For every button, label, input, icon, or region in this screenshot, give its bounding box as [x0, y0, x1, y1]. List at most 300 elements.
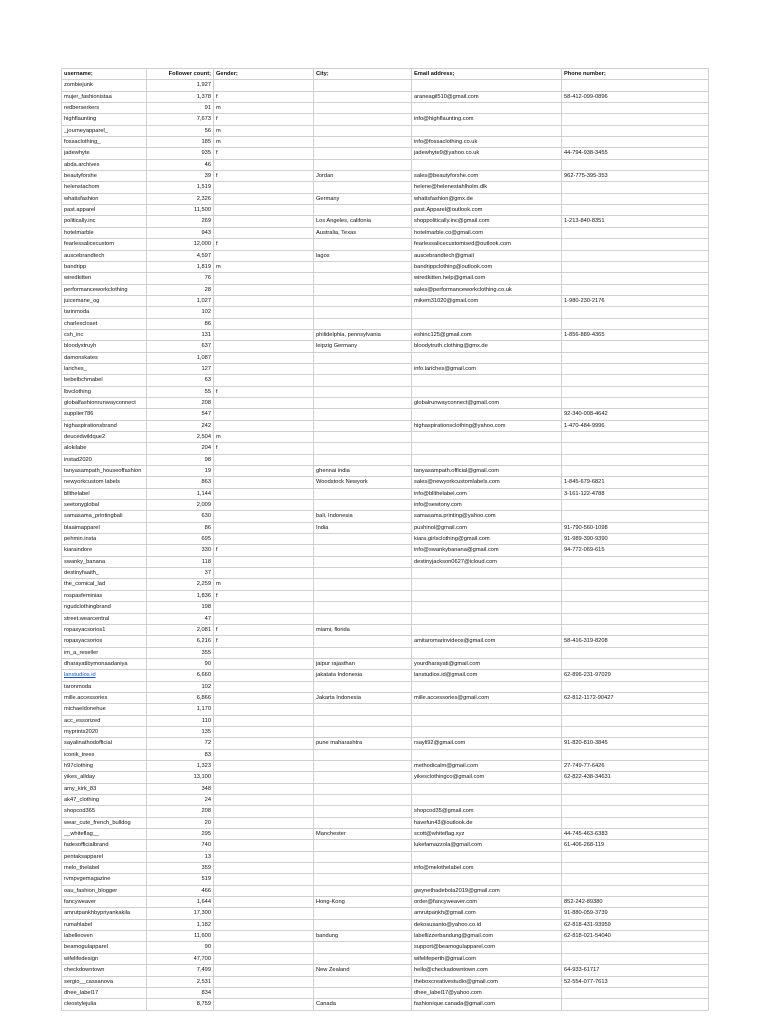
cell-gender[interactable]	[214, 556, 314, 567]
cell-city[interactable]	[314, 91, 412, 102]
cell-phone[interactable]: 91-880-059-3739	[562, 908, 709, 919]
cell-city[interactable]	[314, 874, 412, 885]
cell-follower-count[interactable]: 355	[147, 647, 214, 658]
cell-username[interactable]: oau_fashion_blogger	[62, 885, 147, 896]
cell-email[interactable]	[412, 318, 562, 329]
cell-city[interactable]: bandung	[314, 931, 412, 942]
cell-phone[interactable]	[562, 726, 709, 737]
cell-username[interactable]: im_a_reseller	[62, 647, 147, 658]
cell-city[interactable]	[314, 772, 412, 783]
cell-gender[interactable]	[214, 885, 314, 896]
cell-email[interactable]: sales@beautyforshe.com	[412, 171, 562, 182]
cell-city[interactable]	[314, 976, 412, 987]
cell-city[interactable]	[314, 590, 412, 601]
cell-gender[interactable]	[214, 999, 314, 1010]
cell-email[interactable]	[412, 409, 562, 420]
cell-gender[interactable]: f	[214, 91, 314, 102]
cell-phone[interactable]	[562, 613, 709, 624]
cell-gender[interactable]	[214, 704, 314, 715]
cell-email[interactable]	[412, 590, 562, 601]
cell-email[interactable]: mille.accessories@gmail.com	[412, 692, 562, 703]
cell-username[interactable]: rvmpvgemagazine	[62, 874, 147, 885]
cell-phone[interactable]: 852-242-89380	[562, 897, 709, 908]
cell-follower-count[interactable]: 208	[147, 806, 214, 817]
cell-city[interactable]: leipzig Germany	[314, 341, 412, 352]
cell-email[interactable]: mikem31020@gmail.com	[412, 295, 562, 306]
cell-phone[interactable]	[562, 114, 709, 125]
cell-email[interactable]: info@highflaunting.com	[412, 114, 562, 125]
cell-phone[interactable]	[562, 432, 709, 443]
cell-email[interactable]	[412, 624, 562, 635]
cell-username[interactable]: dhee_label17	[62, 987, 147, 998]
cell-city[interactable]	[314, 80, 412, 91]
cell-follower-count[interactable]: 1,182	[147, 919, 214, 930]
cell-gender[interactable]	[214, 295, 314, 306]
cell-email[interactable]: info.lariches@gmail.com	[412, 363, 562, 374]
cell-follower-count[interactable]: 7,673	[147, 114, 214, 125]
cell-city[interactable]: India	[314, 522, 412, 533]
cell-follower-count[interactable]: 7,499	[147, 965, 214, 976]
cell-email[interactable]	[412, 602, 562, 613]
cell-phone[interactable]	[562, 159, 709, 170]
cell-city[interactable]	[314, 307, 412, 318]
cell-follower-count[interactable]: 2,009	[147, 500, 214, 511]
cell-phone[interactable]	[562, 273, 709, 284]
cell-city[interactable]: jaipur rajasthan	[314, 658, 412, 669]
cell-username[interactable]: bebelbchmabel	[62, 375, 147, 386]
cell-follower-count[interactable]: 90	[147, 942, 214, 953]
cell-follower-count[interactable]: 637	[147, 341, 214, 352]
cell-gender[interactable]	[214, 159, 314, 170]
cell-username[interactable]: __whiteflag__	[62, 829, 147, 840]
cell-gender[interactable]	[214, 363, 314, 374]
cell-city[interactable]	[314, 681, 412, 692]
cell-gender[interactable]: f	[214, 148, 314, 159]
cell-gender[interactable]: f	[214, 590, 314, 601]
cell-gender[interactable]	[214, 511, 314, 522]
cell-phone[interactable]: 92-340-008-4642	[562, 409, 709, 420]
cell-username[interactable]: samasama_printingbali	[62, 511, 147, 522]
cell-username[interactable]: helenstachom	[62, 182, 147, 193]
cell-phone[interactable]	[562, 647, 709, 658]
cell-phone[interactable]	[562, 953, 709, 964]
cell-gender[interactable]	[214, 987, 314, 998]
cell-phone[interactable]	[562, 341, 709, 352]
cell-username[interactable]: mille.accessories	[62, 692, 147, 703]
cell-city[interactable]	[314, 840, 412, 851]
cell-username[interactable]: street.wearcentral	[62, 613, 147, 624]
cell-city[interactable]	[314, 919, 412, 930]
cell-username[interactable]: highaspirationsbrand	[62, 420, 147, 431]
cell-follower-count[interactable]: 13,100	[147, 772, 214, 783]
cell-gender[interactable]	[214, 352, 314, 363]
cell-city[interactable]	[314, 443, 412, 454]
cell-phone[interactable]	[562, 125, 709, 136]
cell-gender[interactable]	[214, 919, 314, 930]
cell-username[interactable]: fearlessalicecustom	[62, 239, 147, 250]
cell-username[interactable]: ak47_clothing	[62, 795, 147, 806]
cell-follower-count[interactable]: 1,144	[147, 488, 214, 499]
cell-follower-count[interactable]: 330	[147, 545, 214, 556]
cell-gender[interactable]	[214, 965, 314, 976]
cell-username[interactable]: charlescloset	[62, 318, 147, 329]
cell-gender[interactable]	[214, 216, 314, 227]
cell-city[interactable]	[314, 239, 412, 250]
cell-username[interactable]: juicemane_og	[62, 295, 147, 306]
cell-follower-count[interactable]: 1,378	[147, 91, 214, 102]
cell-username[interactable]: destinyfaaith_	[62, 568, 147, 579]
cell-username[interactable]: rumahlabel	[62, 919, 147, 930]
cell-follower-count[interactable]: 12,000	[147, 239, 214, 250]
cell-follower-count[interactable]: 83	[147, 749, 214, 760]
cell-gender[interactable]	[214, 749, 314, 760]
cell-city[interactable]	[314, 205, 412, 216]
cell-phone[interactable]	[562, 318, 709, 329]
cell-follower-count[interactable]: 47,700	[147, 953, 214, 964]
cell-username[interactable]: hotelmarble	[62, 227, 147, 238]
cell-phone[interactable]	[562, 386, 709, 397]
cell-phone[interactable]	[562, 352, 709, 363]
cell-city[interactable]: Canada	[314, 999, 412, 1010]
cell-follower-count[interactable]: 72	[147, 738, 214, 749]
cell-follower-count[interactable]: 630	[147, 511, 214, 522]
cell-city[interactable]: bali, Indonesia	[314, 511, 412, 522]
cell-username[interactable]: swanky_banana	[62, 556, 147, 567]
cell-phone[interactable]	[562, 80, 709, 91]
cell-email[interactable]	[412, 386, 562, 397]
cell-username[interactable]: tanyasampath_houseoffashion	[62, 466, 147, 477]
cell-follower-count[interactable]: 834	[147, 987, 214, 998]
cell-gender[interactable]	[214, 851, 314, 862]
cell-follower-count[interactable]: 466	[147, 885, 214, 896]
cell-email[interactable]: bloodytruth.clothing@gmx.de	[412, 341, 562, 352]
cell-email[interactable]: lanstudios.id@gmail.com	[412, 670, 562, 681]
cell-phone[interactable]: 91-790-560-1098	[562, 522, 709, 533]
cell-follower-count[interactable]: 198	[147, 602, 214, 613]
cell-email[interactable]: hotelmarble.co@gmail.com	[412, 227, 562, 238]
cell-city[interactable]: Australia, Texas	[314, 227, 412, 238]
cell-username[interactable]: fossaclothing_	[62, 137, 147, 148]
cell-email[interactable]: kiara.girlsclothing@gmail.com	[412, 534, 562, 545]
cell-email[interactable]: order@fancyweaver.com	[412, 897, 562, 908]
cell-email[interactable]: havefun43@outlook.de	[412, 817, 562, 828]
cell-follower-count[interactable]: 28	[147, 284, 214, 295]
cell-email[interactable]: theboxcreativestudio@gmail.com	[412, 976, 562, 987]
cell-email[interactable]	[412, 103, 562, 114]
cell-phone[interactable]	[562, 454, 709, 465]
cell-city[interactable]	[314, 534, 412, 545]
cell-city[interactable]	[314, 556, 412, 567]
cell-follower-count[interactable]: 1,819	[147, 261, 214, 272]
cell-follower-count[interactable]: 1,027	[147, 295, 214, 306]
cell-phone[interactable]	[562, 885, 709, 896]
cell-gender[interactable]	[214, 760, 314, 771]
cell-phone[interactable]	[562, 987, 709, 998]
cell-gender[interactable]	[214, 466, 314, 477]
cell-email[interactable]: info@swankybanana@gmail.com	[412, 545, 562, 556]
cell-follower-count[interactable]: 348	[147, 783, 214, 794]
cell-gender[interactable]	[214, 613, 314, 624]
cell-email[interactable]	[412, 715, 562, 726]
cell-username[interactable]: labelleoven	[62, 931, 147, 942]
cell-username[interactable]: lanstudios.id	[62, 670, 147, 681]
cell-city[interactable]	[314, 568, 412, 579]
cell-phone[interactable]: 58-412-099-0896	[562, 91, 709, 102]
cell-email[interactable]	[412, 795, 562, 806]
cell-email[interactable]: wiredkitten.help@gmail.com	[412, 273, 562, 284]
cell-email[interactable]: auscebrandtech@gmail	[412, 250, 562, 261]
cell-follower-count[interactable]: 1,087	[147, 352, 214, 363]
cell-follower-count[interactable]: 24	[147, 795, 214, 806]
cell-username[interactable]: mujer_fashionistaa	[62, 91, 147, 102]
cell-gender[interactable]	[214, 726, 314, 737]
cell-gender[interactable]: f	[214, 545, 314, 556]
cell-city[interactable]	[314, 397, 412, 408]
cell-follower-count[interactable]: 37	[147, 568, 214, 579]
cell-follower-count[interactable]: 118	[147, 556, 214, 567]
cell-city[interactable]	[314, 783, 412, 794]
cell-username[interactable]: taronmoda	[62, 681, 147, 692]
cell-email[interactable]	[412, 726, 562, 737]
cell-username[interactable]: sergio__cassanova	[62, 976, 147, 987]
cell-gender[interactable]	[214, 409, 314, 420]
cell-follower-count[interactable]: 47	[147, 613, 214, 624]
cell-follower-count[interactable]: 2,081	[147, 624, 214, 635]
cell-username[interactable]: abda.archives	[62, 159, 147, 170]
cell-follower-count[interactable]: 4,597	[147, 250, 214, 261]
cell-email[interactable]: sales@newyorkcustomlabels.com	[412, 477, 562, 488]
cell-phone[interactable]: 52-554-077-7613	[562, 976, 709, 987]
cell-city[interactable]	[314, 806, 412, 817]
cell-city[interactable]: philidelphia, pennsylvania	[314, 329, 412, 340]
cell-city[interactable]	[314, 125, 412, 136]
cell-city[interactable]	[314, 613, 412, 624]
cell-follower-count[interactable]: 20	[147, 817, 214, 828]
cell-username[interactable]: acc_essorized	[62, 715, 147, 726]
cell-gender[interactable]	[214, 897, 314, 908]
cell-city[interactable]	[314, 636, 412, 647]
cell-follower-count[interactable]: 131	[147, 329, 214, 340]
cell-gender[interactable]	[214, 829, 314, 840]
cell-gender[interactable]: f	[214, 443, 314, 454]
cell-city[interactable]	[314, 863, 412, 874]
cell-username[interactable]: tarinmoda	[62, 307, 147, 318]
cell-username[interactable]: _journeyapparel_	[62, 125, 147, 136]
cell-phone[interactable]	[562, 817, 709, 828]
cell-follower-count[interactable]: 127	[147, 363, 214, 374]
cell-username[interactable]: alokilabe	[62, 443, 147, 454]
cell-email[interactable]	[412, 568, 562, 579]
cell-city[interactable]: pune maharashtra	[314, 738, 412, 749]
cell-city[interactable]	[314, 273, 412, 284]
cell-phone[interactable]: 1-980-230-2176	[562, 295, 709, 306]
cell-phone[interactable]: 62-818-431-93959	[562, 919, 709, 930]
column-header-gender[interactable]: Gender;	[214, 69, 314, 80]
cell-gender[interactable]	[214, 182, 314, 193]
cell-gender[interactable]	[214, 273, 314, 284]
cell-username[interactable]: globalfashionrunwayconnect	[62, 397, 147, 408]
cell-city[interactable]	[314, 261, 412, 272]
cell-phone[interactable]	[562, 250, 709, 261]
cell-follower-count[interactable]: 359	[147, 863, 214, 874]
cell-phone[interactable]	[562, 999, 709, 1010]
cell-gender[interactable]	[214, 806, 314, 817]
cell-email[interactable]: pushinol@gmail.com	[412, 522, 562, 533]
cell-email[interactable]	[412, 647, 562, 658]
cell-email[interactable]: lukefamazzola@gmail.com	[412, 840, 562, 851]
cell-city[interactable]	[314, 885, 412, 896]
cell-email[interactable]: info@sewtony.com	[412, 500, 562, 511]
cell-phone[interactable]: 44-794-938-3455	[562, 148, 709, 159]
cell-phone[interactable]: 1-213-840-8351	[562, 216, 709, 227]
cell-city[interactable]	[314, 159, 412, 170]
cell-username[interactable]: beautyforshe	[62, 171, 147, 182]
cell-email[interactable]	[412, 783, 562, 794]
cell-follower-count[interactable]: 2,326	[147, 193, 214, 204]
cell-follower-count[interactable]: 6,866	[147, 692, 214, 703]
cell-email[interactable]: jadewhyte9@yahoo.co.uk	[412, 148, 562, 159]
cell-follower-count[interactable]: 86	[147, 522, 214, 533]
cell-email[interactable]: amitaromarinvideos@gmail.com	[412, 636, 562, 647]
cell-email[interactable]: araneagil510@gmail.com	[412, 91, 562, 102]
cell-username[interactable]: lariches_	[62, 363, 147, 374]
cell-email[interactable]: info@bllthelabel.com	[412, 488, 562, 499]
cell-phone[interactable]	[562, 511, 709, 522]
cell-email[interactable]: shopcod35@gmail.com	[412, 806, 562, 817]
cell-email[interactable]	[412, 704, 562, 715]
cell-phone[interactable]	[562, 874, 709, 885]
cell-email[interactable]: dekosusanto@yahoo.co.id	[412, 919, 562, 930]
cell-gender[interactable]	[214, 908, 314, 919]
cell-email[interactable]: support@beamogulapparel.com	[412, 942, 562, 953]
cell-username[interactable]: bloodyxtruyh	[62, 341, 147, 352]
cell-gender[interactable]	[214, 942, 314, 953]
cell-username[interactable]: rospasfeminias	[62, 590, 147, 601]
cell-follower-count[interactable]: 19	[147, 466, 214, 477]
cell-follower-count[interactable]: 13	[147, 851, 214, 862]
cell-username[interactable]: pentaksapparel	[62, 851, 147, 862]
cell-phone[interactable]	[562, 863, 709, 874]
cell-username[interactable]: csh_inc	[62, 329, 147, 340]
cell-city[interactable]: Hong-Kong	[314, 897, 412, 908]
cell-city[interactable]	[314, 103, 412, 114]
cell-follower-count[interactable]: 935	[147, 148, 214, 159]
cell-follower-count[interactable]: 1,170	[147, 704, 214, 715]
cell-gender[interactable]	[214, 795, 314, 806]
cell-follower-count[interactable]: 6,216	[147, 636, 214, 647]
cell-username[interactable]: highflaunting	[62, 114, 147, 125]
cell-city[interactable]	[314, 148, 412, 159]
cell-follower-count[interactable]: 208	[147, 397, 214, 408]
cell-gender[interactable]	[214, 80, 314, 91]
cell-email[interactable]: labellizzerbandung@gmail.com	[412, 931, 562, 942]
cell-email[interactable]: hello@checkadowntown.com	[412, 965, 562, 976]
cell-phone[interactable]: 62-818-021-54040	[562, 931, 709, 942]
cell-follower-count[interactable]: 2,259	[147, 579, 214, 590]
cell-phone[interactable]	[562, 182, 709, 193]
cell-email[interactable]	[412, 375, 562, 386]
cell-username[interactable]: bllthelabel	[62, 488, 147, 499]
cell-phone[interactable]	[562, 193, 709, 204]
cell-city[interactable]	[314, 454, 412, 465]
cell-email[interactable]: dhee_label17@yahoo.com	[412, 987, 562, 998]
cell-username[interactable]: politically.inc	[62, 216, 147, 227]
cell-gender[interactable]	[214, 953, 314, 964]
cell-username[interactable]: pehmin.insta	[62, 534, 147, 545]
cell-city[interactable]: ghennai india	[314, 466, 412, 477]
cell-email[interactable]: eshinc125@gmail.com	[412, 329, 562, 340]
cell-follower-count[interactable]: 695	[147, 534, 214, 545]
cell-email[interactable]: bandrippclothing@outlook.com	[412, 261, 562, 272]
cell-username[interactable]: yikes_allday	[62, 772, 147, 783]
cell-email[interactable]: amrutpankh@gmail.com	[412, 908, 562, 919]
cell-email[interactable]	[412, 80, 562, 91]
cell-phone[interactable]	[562, 749, 709, 760]
cell-follower-count[interactable]: 17,300	[147, 908, 214, 919]
cell-city[interactable]	[314, 295, 412, 306]
cell-phone[interactable]	[562, 556, 709, 567]
cell-follower-count[interactable]: 110	[147, 715, 214, 726]
cell-gender[interactable]: f	[214, 386, 314, 397]
cell-city[interactable]	[314, 114, 412, 125]
cell-city[interactable]: miami, florida	[314, 624, 412, 635]
cell-username[interactable]: ngudclothingbrand	[62, 602, 147, 613]
cell-phone[interactable]	[562, 500, 709, 511]
cell-gender[interactable]: f	[214, 636, 314, 647]
cell-email[interactable]: sales@performanceworkclothing.co.uk	[412, 284, 562, 295]
cell-follower-count[interactable]: 56	[147, 125, 214, 136]
cell-email[interactable]: scott@whiteflag.xyz	[412, 829, 562, 840]
cell-follower-count[interactable]: 295	[147, 829, 214, 840]
cell-gender[interactable]	[214, 840, 314, 851]
cell-email[interactable]	[412, 125, 562, 136]
cell-phone[interactable]: 94-772-069-615	[562, 545, 709, 556]
cell-city[interactable]: Jakarta Indonesia	[314, 692, 412, 703]
cell-username[interactable]: jadewhyte	[62, 148, 147, 159]
cell-phone[interactable]: 91-820-810-3845	[562, 738, 709, 749]
cell-gender[interactable]	[214, 692, 314, 703]
cell-gender[interactable]: f	[214, 239, 314, 250]
cell-email[interactable]	[412, 749, 562, 760]
cell-gender[interactable]	[214, 318, 314, 329]
cell-phone[interactable]	[562, 443, 709, 454]
cell-gender[interactable]	[214, 863, 314, 874]
cell-username[interactable]: cleostylejulia	[62, 999, 147, 1010]
cell-gender[interactable]	[214, 193, 314, 204]
cell-email[interactable]	[412, 874, 562, 885]
cell-city[interactable]	[314, 182, 412, 193]
cell-city[interactable]	[314, 579, 412, 590]
cell-username[interactable]: damonskates	[62, 352, 147, 363]
cell-gender[interactable]	[214, 670, 314, 681]
cell-phone[interactable]: 962-775-395-353	[562, 171, 709, 182]
cell-gender[interactable]	[214, 817, 314, 828]
cell-email[interactable]: samasama.printing@yahoo.com	[412, 511, 562, 522]
cell-phone[interactable]	[562, 227, 709, 238]
cell-city[interactable]: Woodstock Newyork	[314, 477, 412, 488]
cell-gender[interactable]: m	[214, 137, 314, 148]
cell-username[interactable]: performanceworkclothing	[62, 284, 147, 295]
cell-username[interactable]: newyorkcustom labels	[62, 477, 147, 488]
cell-username[interactable]: ropasyacsorios	[62, 636, 147, 647]
column-header-username[interactable]: username;	[62, 69, 147, 80]
cell-follower-count[interactable]: 1,323	[147, 760, 214, 771]
cell-phone[interactable]: 1-856-889-4365	[562, 329, 709, 340]
cell-phone[interactable]	[562, 205, 709, 216]
cell-phone[interactable]	[562, 624, 709, 635]
cell-city[interactable]	[314, 647, 412, 658]
cell-phone[interactable]: 44-745-463-6383	[562, 829, 709, 840]
